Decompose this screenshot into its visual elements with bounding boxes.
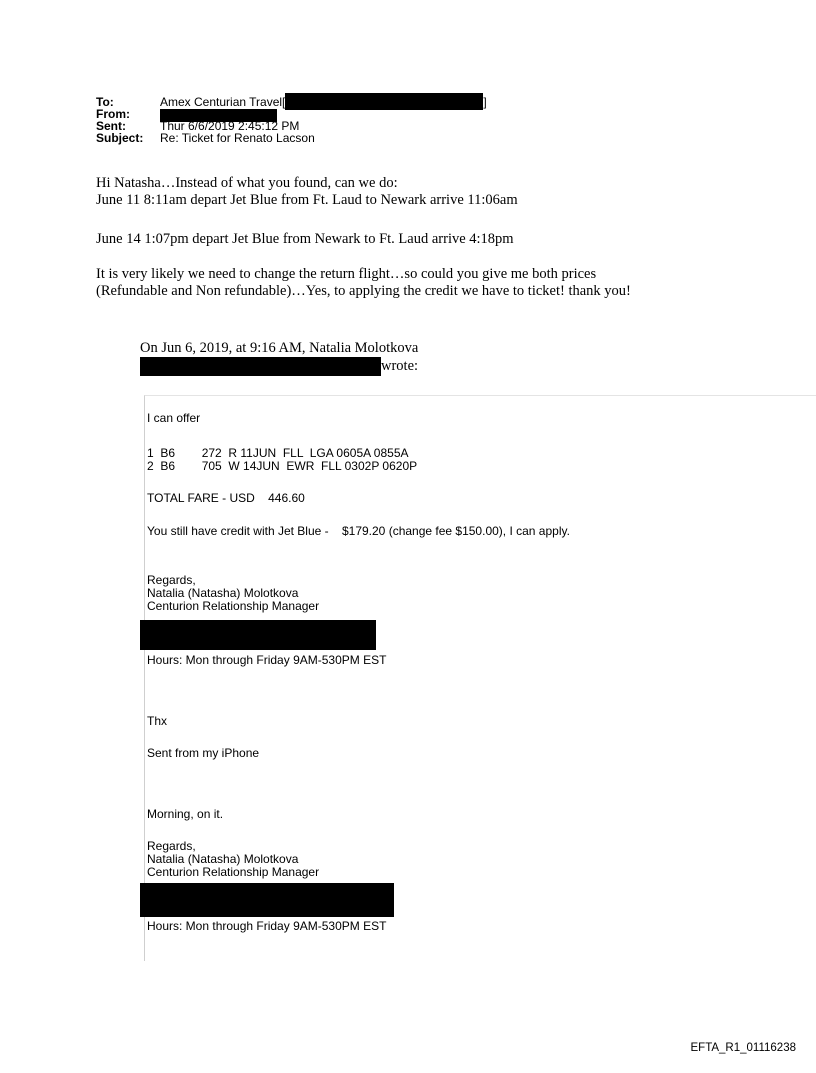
signature-block-2 [147, 840, 319, 879]
total-fare: TOTAL FARE - USD 446.60 [147, 491, 305, 505]
reply-flight-return: June 14 1:07pm depart Jet Blue from Newark to Ft. Laud arrive 4:18pm [96, 231, 514, 247]
flight-line-2: 2 B6 705 W 14JUN EWR FLL 0302P 0620P [147, 459, 418, 473]
reply-body-3 [96, 266, 736, 300]
sent-value: Thur 6/6/2019 2:45:12 PM [160, 119, 300, 133]
redaction-bar [140, 620, 376, 650]
redaction-bar [140, 883, 394, 917]
reply-request-line2: (Refundable and Non refundable)…Yes, to applying the credit we have to ticket! thank you! [96, 283, 631, 299]
to-recipient: Amex Centurian Travel[ [160, 95, 286, 109]
to-row [96, 96, 716, 108]
reply-greeting: Hi Natasha…Instead of what you found, can we do: [96, 175, 398, 191]
reply-request-line1: It is very likely we need to change the return flight…so could you give me both prices [96, 266, 597, 282]
hours-text-2: Hours: Mon through Friday 9AM-530PM EST [147, 919, 387, 933]
subject-value: Re: Ticket for Renato Lacson [160, 131, 315, 145]
signature-block-1 [147, 574, 319, 613]
sender-title: Centurion Relationship Manager [147, 599, 320, 613]
quote-attribution-line: On Jun 6, 2019, at 9:16 AM, Natalia Molotkova [140, 340, 419, 356]
reply-body [96, 175, 736, 209]
quoted-offer: I can offer [147, 411, 201, 425]
regards-text: Regards, [147, 839, 196, 853]
hours-text-1: Hours: Mon through Friday 9AM-530PM EST [147, 653, 387, 667]
sender-name: Natalia (Natasha) Molotkova [147, 586, 299, 600]
subject-label: Subject: [96, 131, 144, 145]
wrote-label: wrote: [381, 358, 419, 374]
thx-text: Thx [147, 714, 168, 728]
email-header [96, 96, 716, 144]
reply-body-2 [96, 231, 736, 248]
quote-attribution-wrote [140, 357, 418, 376]
subject-row [96, 132, 716, 144]
reply-flight-outbound: June 11 8:11am depart Jet Blue from Ft. Laud to Newark arrive 11:06am [96, 192, 518, 208]
quoted-itinerary [147, 447, 417, 473]
quote-attribution [140, 339, 418, 376]
sent-label: Sent: [96, 119, 126, 133]
to-bracket: ] [483, 95, 487, 109]
sender-name: Natalia (Natasha) Molotkova [147, 852, 299, 866]
to-label: To: [96, 95, 114, 109]
morning-text: Morning, on it. [147, 807, 224, 821]
sent-from-text: Sent from my iPhone [147, 746, 260, 760]
sender-title: Centurion Relationship Manager [147, 865, 320, 879]
regards-text: Regards, [147, 573, 196, 587]
document-id: EFTA_R1_01116238 [690, 1042, 796, 1054]
flight-line-1: 1 B6 272 R 11JUN FLL LGA 0605A 0855A [147, 446, 409, 460]
credit-note: You still have credit with Jet Blue - $179.20 (change fee $150.00), I can apply. [147, 524, 570, 538]
from-label: From: [96, 107, 130, 121]
redaction-bar [140, 357, 381, 376]
